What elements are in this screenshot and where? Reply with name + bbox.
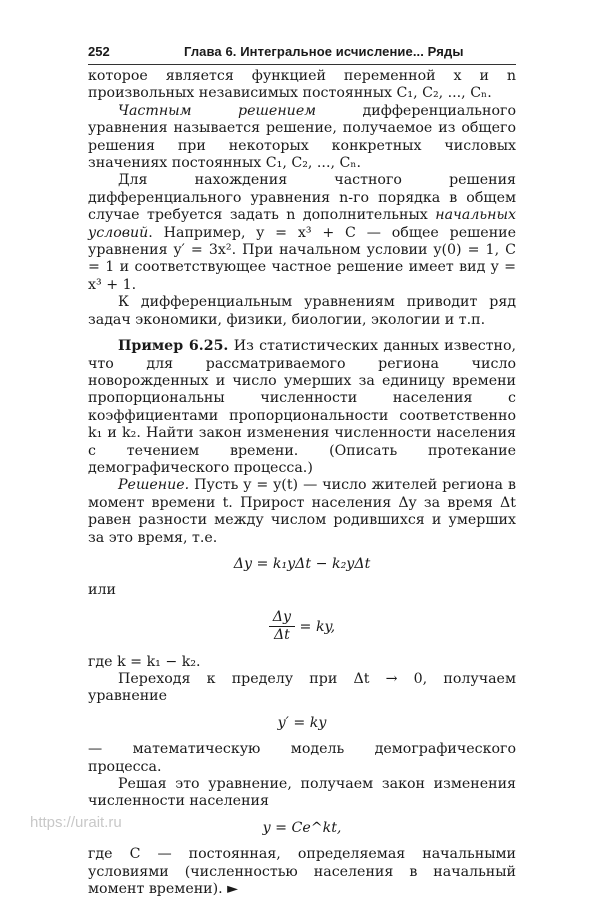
paragraph-initial-conditions — [88, 172, 516, 294]
paragraph-particular-solution-text: дифференциального уравнения называется решение, получаемое из общего решения при некоторых конкретных числовых значениях постоянных C₁, C₂, ..., Cₙ. — [88, 102, 516, 172]
solve-paragraph: Решая это уравнение, получаем закон изменения численности населения — [88, 776, 516, 810]
fraction-denominator: Δt — [273, 627, 290, 644]
definition-k: где k = k₁ − k₂. — [88, 653, 201, 670]
paragraph-continuation: которое является функцией переменной x и n произвольных независимых постоянных C₁, C₂, ..., Cₙ. — [88, 68, 516, 102]
formula-ratio — [88, 609, 516, 645]
paragraph-initial-conditions-text-a: Для нахождения частного решения дифференциального уравнения n-го порядка в общем случае требуется задать n дополнительных — [88, 172, 516, 224]
fraction-numerator: Δy — [269, 609, 295, 627]
formula-differential-equation: y′ = ky — [277, 714, 327, 731]
limit-paragraph: Переходя к пределу при Δt → 0, получаем уравнение — [88, 671, 516, 705]
paragraph-particular-solution — [88, 103, 516, 173]
formula-increment: Δy = k₁yΔt − k₂yΔt — [233, 555, 371, 572]
example-statement — [88, 338, 516, 477]
solution-paragraph — [88, 477, 516, 547]
chapter-title: Глава 6. Интегральное исчисление... Ряды — [184, 44, 464, 59]
watermark-url: https://urait.ru — [30, 814, 122, 831]
example-text: Из статистических данных известно, что для рассматриваемого региона число новорожденных и число умерших за единицу времени пропорциональны численности населения с коэффициентами пропорциональности соответственно k₁ и k₂. Найти закон изменения численности населения с течением времени. (Описать протекание демографического процесса.) — [88, 338, 516, 476]
example-label: Пример 6.25. — [118, 338, 229, 355]
solution-label: Решение. — [118, 477, 190, 494]
paragraph-initial-conditions-text-b: . Например, y = x³ + C — общее решение уравнения y′ = 3x². При начальном условии y(0) = 1, C = 1 и соответствующее частное решение имеет вид y = x³ + 1. — [88, 224, 516, 293]
paragraph-applications: К дифференциальным уравнениям приводит ряд задач экономики, физики, биологии, экологии и т.п. — [88, 294, 516, 328]
page-body — [88, 68, 516, 898]
running-header — [88, 44, 516, 65]
formula-ratio-rhs: = ky, — [295, 618, 336, 635]
model-paragraph: — математическую модель демографического процесса. — [88, 741, 516, 775]
connector-or: или — [88, 582, 116, 599]
final-paragraph: где C — постоянная, определяемая начальными условиями (численностью населения в начальный момент времени). ► — [88, 846, 516, 898]
solution-text: Пусть y = y(t) — число жителей региона в момент времени t. Прирост населения Δy за время Δt равен разности между числом родившихся и умерших за это время, т.е. — [88, 477, 516, 546]
term-particular-solution: Частным решением — [118, 102, 316, 119]
fraction — [269, 609, 295, 645]
term-initial-conditions: начальных условий — [88, 207, 516, 241]
formula-population-law: y = Ce^kt, — [262, 819, 342, 836]
page-number: 252 — [88, 44, 110, 59]
